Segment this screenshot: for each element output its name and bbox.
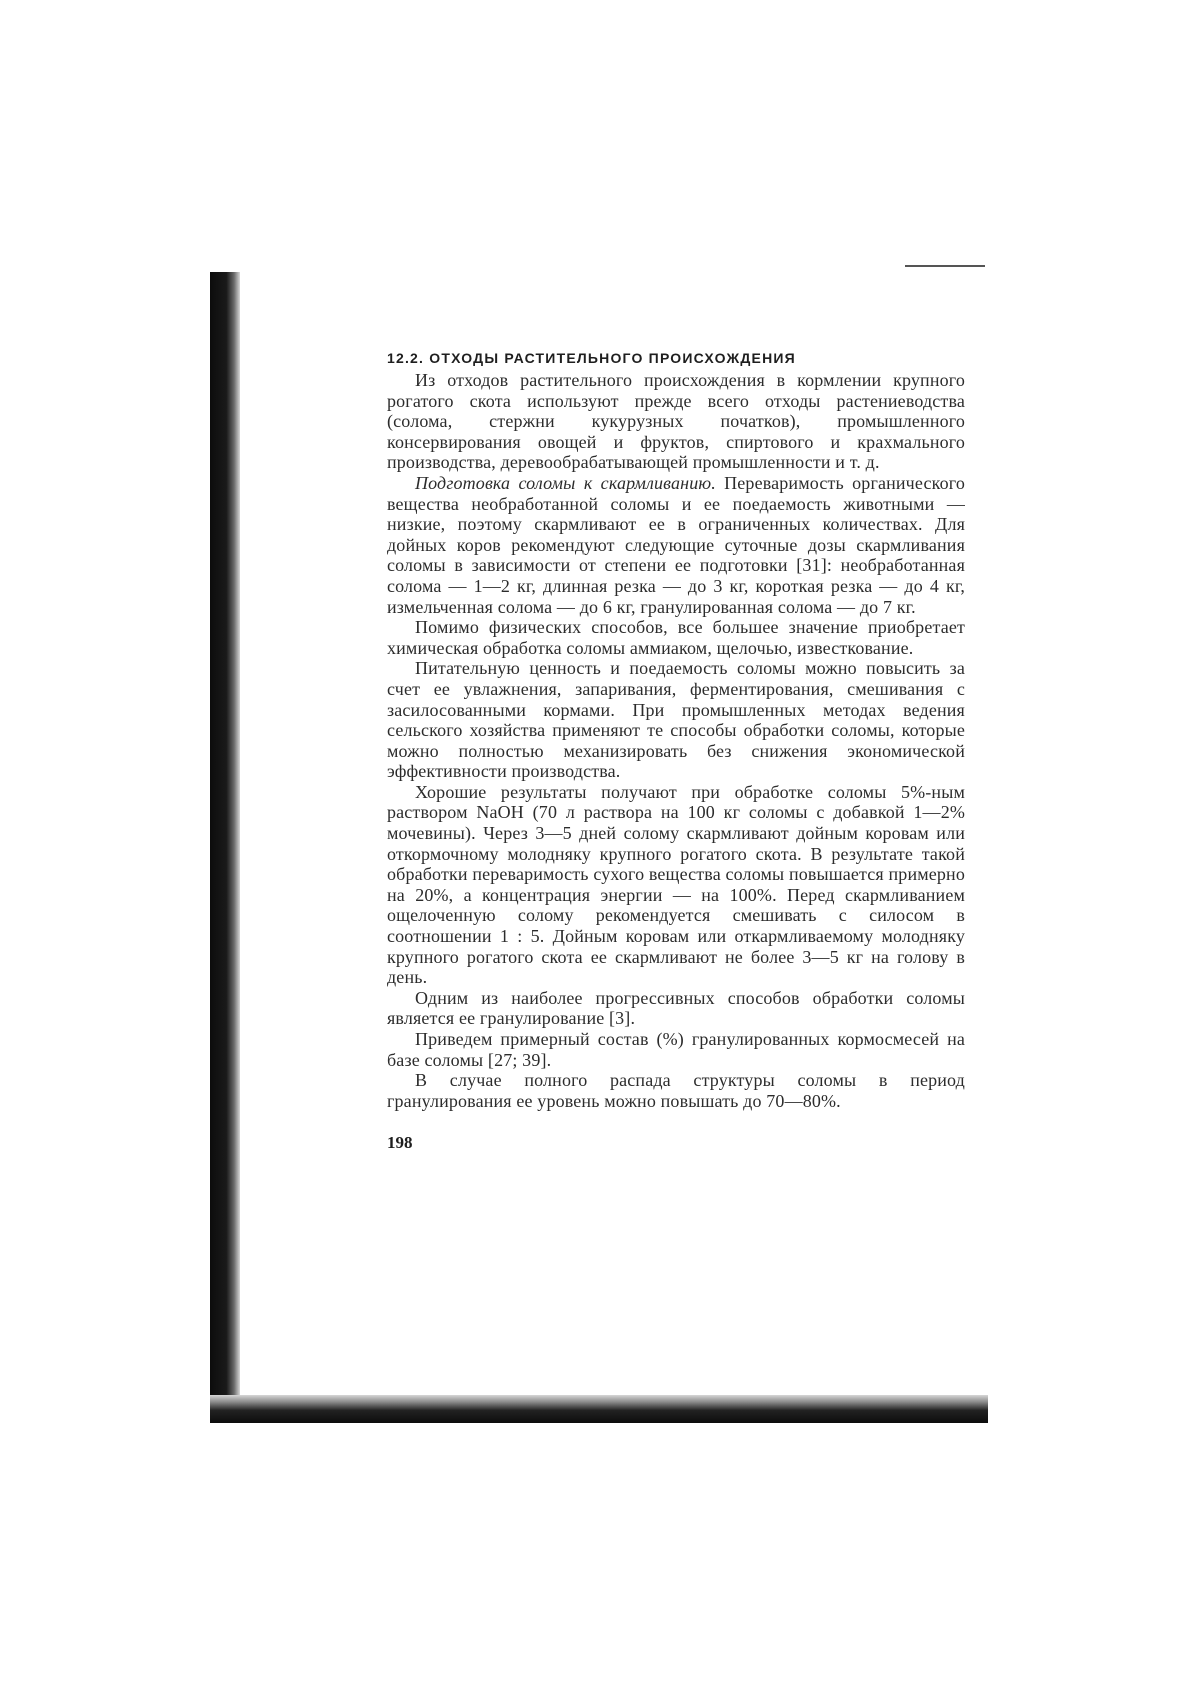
paragraph-5 <box>387 782 965 988</box>
paragraph-text: Приведем примерный состав (%) гранулированных кормосмесей на базе соломы [27; 39]. <box>387 1029 965 1070</box>
paragraph-6 <box>387 988 965 1029</box>
paragraph-text: Хорошие результаты получают при обработке соломы 5%-ным раствором NaOH (70 л раствора на 100 кг соломы с добавкой 1—2% мочевины). Через 3—5 дней солому скармливают дойным коровам или откормочному молодняку крупного рогатого скота. В результате такой обработки переваримость сухого вещества соломы повышается примерно на 20%, а концентрация энергии — на 100%. Перед скармливанием ощелоченную солому рекомендуется смешивать с силосом в соотношении 1 : 5. Дойным коровам или откармливаемому молодняку крупного рогатого скота ее скармливают не более 3—5 кг на голову в день. <box>387 781 965 988</box>
paragraph-7 <box>387 1029 965 1070</box>
paragraph-text: Помимо физических способов, все большее значение приобретает химическая обработка соломы аммиаком, щелочью, известкование. <box>387 617 965 658</box>
paragraph-2 <box>387 473 965 617</box>
page-number: 198 <box>387 1133 413 1153</box>
book-page <box>387 350 965 1153</box>
scan-edge-left <box>210 272 240 1422</box>
paragraph-text: Переваримость органического вещества необработанной соломы и ее поедаемость животными — низкие, поэтому скармливают ее в ограниченных количествах. Для дойных коров рекомендуют следующие суточные дозы скармливания соломы в зависимости от степени ее подготовки [31]: необработанная солома — 1—2 кг, длинная резка — до 3 кг, короткая резка — до 4 кг, измельченная солома — до 6 кг, гранулированная солома — до 7 кг. <box>387 472 965 617</box>
paragraph-8 <box>387 1070 965 1111</box>
paragraph-1 <box>387 370 965 473</box>
section-heading <box>387 350 965 366</box>
paragraph-text: Из отходов растительного происхождения в кормлении крупного рогатого скота используют прежде всего отходы растениеводства (солома, стержни кукурузных початков), промышленного консервирования овощей и фруктов, спиртового и крахмального производства, деревообрабатывающей промышленности и т. д. <box>387 370 965 473</box>
paragraph-text: Питательную ценность и поедаемость соломы можно повысить за счет ее увлажнения, запаривания, ферментирования, смешивания с засилосованными кормами. При промышленных методах ведения сельского хозяйства применяют те способы обработки соломы, которые можно полностью механизировать без снижения экономической эффективности производства. <box>387 658 965 782</box>
section-number: 12.2. <box>387 350 425 366</box>
scan-edge-top-line <box>905 265 985 267</box>
paragraph-3 <box>387 617 965 658</box>
paragraph-text: В случае полного распада структуры соломы в период гранулирования ее уровень можно повышать до 70—80%. <box>387 1070 965 1111</box>
scan-edge-bottom <box>210 1395 988 1423</box>
paragraph-4 <box>387 658 965 782</box>
paragraph-text: Одним из наиболее прогрессивных способов обработки соломы является ее гранулирование [3]. <box>387 987 965 1029</box>
paragraph-italic-lead: Подготовка соломы к скармливанию. <box>415 472 716 493</box>
section-title: ОТХОДЫ РАСТИТЕЛЬНОГО ПРОИСХОЖДЕНИЯ <box>429 350 796 366</box>
